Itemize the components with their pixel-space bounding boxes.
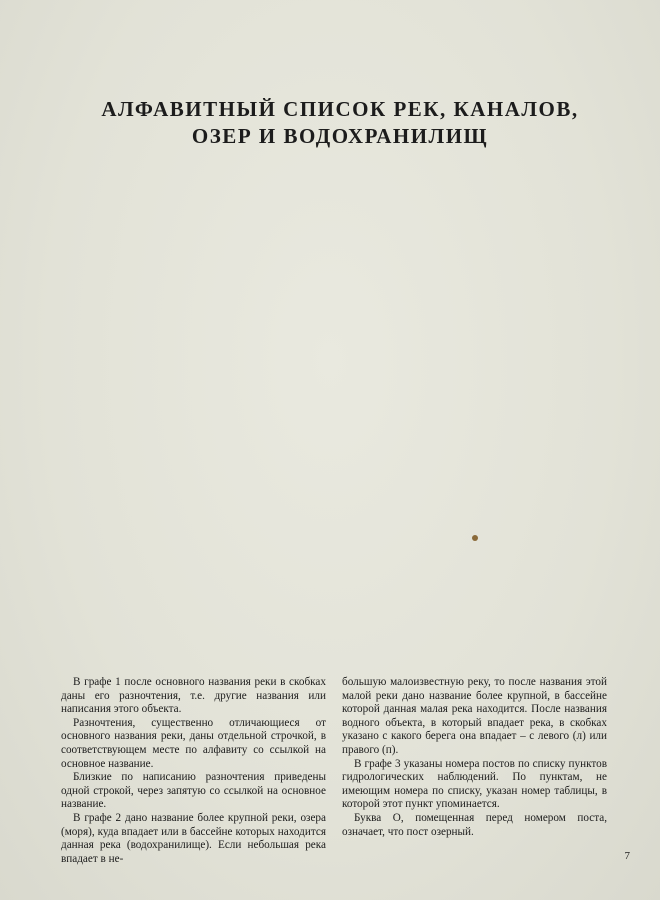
paragraph: В графе 1 после основного названия реки в скобках даны его разночтения, т.е. другие названия или написания этого объекта. bbox=[61, 676, 326, 716]
paragraph: большую малоизвестную реку, то после названия этой малой реки дано название более крупной, в бассейне которой данная малая река находится. После названия водного объекта, в который впадает река, в скобках указано с какого берега она впадает – с левого (л) или правого (п). bbox=[342, 676, 607, 756]
left-text-column bbox=[61, 676, 326, 866]
paragraph: В графе 3 указаны номера постов по списку пунктов гидрологических наблюдений. По пунктам, не имеющим номера по списку, указан номер таблицы, в которой этот пункт упоминается. bbox=[342, 757, 607, 811]
paragraph: Буква О, помещенная перед номером поста, означает, что пост озерный. bbox=[342, 811, 607, 838]
right-text-column bbox=[342, 676, 607, 839]
paper-speck bbox=[472, 535, 478, 541]
title-line-1: АЛФАВИТНЫЙ СПИСОК РЕК, КАНАЛОВ, bbox=[101, 97, 579, 121]
page-number: 7 bbox=[624, 850, 630, 862]
paragraph: Близкие по написанию разночтения приведены одной строкой, через запятую со ссылкой на основное название. bbox=[61, 771, 326, 811]
paragraph: В графе 2 дано название более крупной реки, озера (моря), куда впадает или в бассейне которых находится данная река (водохранилище). Если небольшая река впадает в не- bbox=[61, 811, 326, 865]
page-title bbox=[60, 96, 620, 150]
paragraph: Разночтения, существенно отличающиеся от основного названия реки, даны отдельной строчкой, в соответствующем месте по алфавиту со ссылкой на основное название. bbox=[61, 716, 326, 770]
title-line-2: ОЗЕР И ВОДОХРАНИЛИЩ bbox=[191, 124, 489, 148]
